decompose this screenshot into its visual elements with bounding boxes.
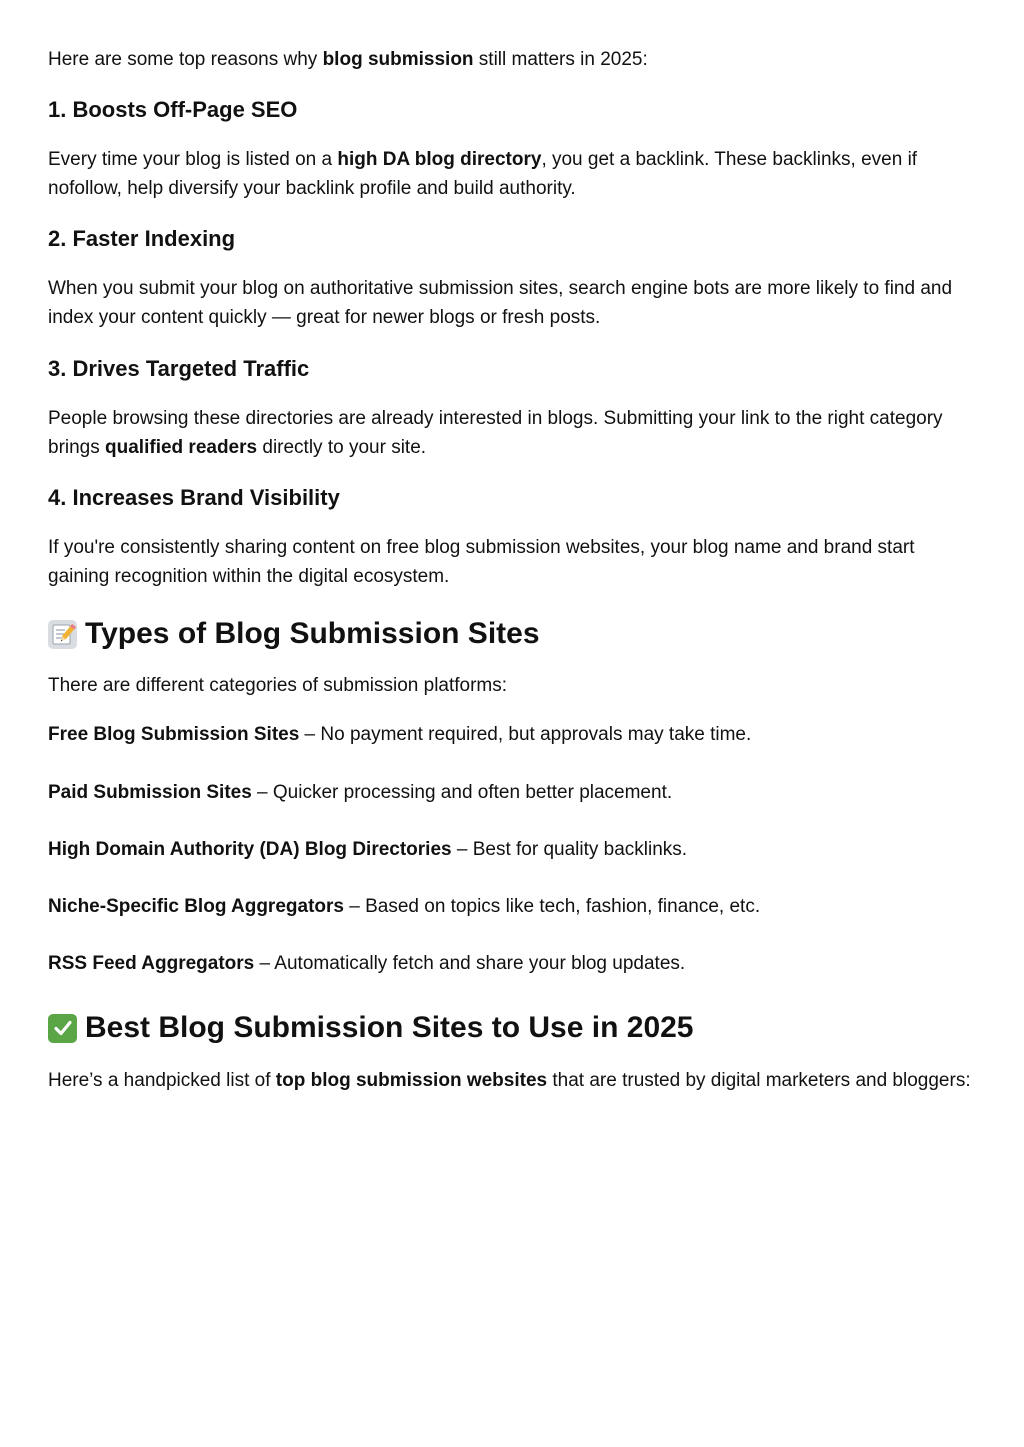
- reason-paragraph-2: When you submit your blog on authoritative submission sites, search engine bots are more likely to find and index your content quickly — great for newer blogs or fresh posts.: [48, 278, 953, 328]
- reason-paragraph-1: [48, 146, 973, 203]
- reason-text-end: , you get a backlink. These backlinks, even if nofollow, help diversify your backlink profile and build authority.: [48, 149, 918, 199]
- reason-text-end: directly to your site.: [257, 436, 427, 458]
- types-section-title: Types of Blog Submission Sites: [85, 617, 540, 650]
- check-mark-icon: [48, 1014, 77, 1043]
- memo-icon: [48, 620, 77, 649]
- intro-paragraph: [48, 46, 648, 74]
- list-item: [48, 836, 687, 864]
- reason-heading-1: 1. Boosts Off-Page SEO: [48, 97, 298, 122]
- reason-text: Every time your blog is listed on a: [48, 149, 338, 170]
- list-item-desc: – Based on topics like tech, fashion, finance, etc.: [343, 896, 761, 917]
- list-item-desc: – No payment required, but approvals may take time.: [299, 724, 752, 745]
- reason-paragraph-4: If you're consistently sharing content on free blog submission websites, your blog name and brand start gaining recognition within the digital ecosystem.: [48, 537, 915, 587]
- list-item-term: Paid Submission Sites: [48, 782, 252, 803]
- types-section-heading: [48, 614, 540, 654]
- reason-heading-3: 3. Drives Targeted Traffic: [48, 356, 310, 381]
- reason-heading-4: 4. Increases Brand Visibility: [48, 485, 340, 510]
- list-item: [48, 779, 672, 807]
- intro-text: Here are some top reasons why: [48, 49, 323, 70]
- reason-paragraph-3: [48, 405, 973, 462]
- list-item-desc: – Automatically fetch and share your blog updates.: [254, 953, 686, 974]
- list-item-term: Free Blog Submission Sites: [48, 724, 300, 745]
- reason-bold-text: qualified readers: [105, 436, 258, 458]
- list-item-term: RSS Feed Aggregators: [48, 953, 255, 974]
- list-item: [48, 950, 685, 978]
- best-intro-text-end: that are trusted by digital marketers and bloggers:: [547, 1070, 971, 1091]
- list-item-desc: – Quicker processing and often better placement.: [251, 782, 673, 803]
- intro-text-end: still matters in 2025:: [473, 49, 648, 70]
- list-item: [48, 893, 760, 921]
- intro-bold-text: blog submission: [322, 49, 474, 70]
- best-intro-bold-text: top blog submission websites: [275, 1070, 548, 1091]
- list-item-desc: – Best for quality backlinks.: [451, 839, 688, 860]
- best-intro-paragraph: [48, 1067, 973, 1096]
- list-item-term: High Domain Authority (DA) Blog Directories: [48, 839, 452, 860]
- reason-bold-text: high DA blog directory: [337, 149, 542, 170]
- best-section-title: Best Blog Submission Sites to Use in 2025: [85, 1011, 694, 1044]
- types-intro: There are different categories of submission platforms:: [48, 675, 508, 696]
- list-item-term: Niche-Specific Blog Aggregators: [48, 896, 344, 917]
- best-section-heading: [48, 1008, 694, 1048]
- reason-heading-2: 2. Faster Indexing: [48, 226, 236, 251]
- best-intro-text: Here’s a handpicked list of: [48, 1070, 276, 1091]
- reason-text: People browsing these directories are already interested in blogs. Submitting your link to the right category brings: [48, 408, 943, 458]
- list-item: [48, 721, 751, 749]
